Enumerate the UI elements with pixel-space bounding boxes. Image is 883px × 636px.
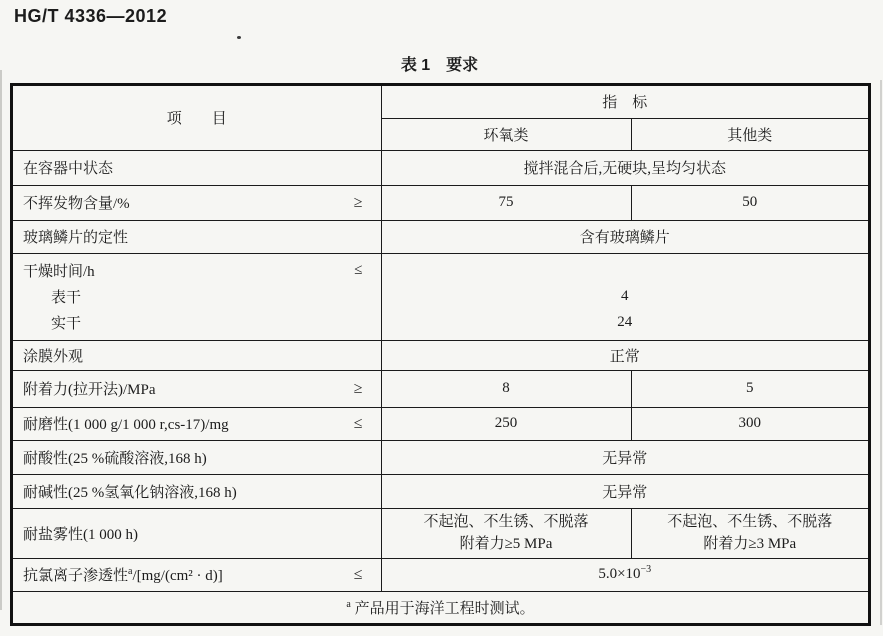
- label-cell: [12, 440, 381, 474]
- value-cell: 正常: [381, 340, 869, 370]
- value-cell: 搅拌混合后,无硬块,呈均匀状态: [381, 150, 869, 185]
- row-film-appearance: [12, 340, 869, 370]
- row-chloride-permeability: [12, 558, 869, 591]
- label-cell: [12, 407, 381, 440]
- row-label: 玻璃鳞片的定性: [23, 230, 129, 246]
- row-label: 抗氯离子渗透性$^a$/[mg/(cm² · d)]: [23, 566, 223, 584]
- label-cell: [12, 370, 381, 407]
- row-salt-spray: [12, 508, 869, 558]
- salt-spray-epoxy-line1: 不起泡、不生锈、不脱落: [423, 514, 589, 530]
- row-label: 附着力(拉开法)/MPa: [23, 382, 156, 398]
- requirements-table: [11, 84, 870, 625]
- salt-spray-epoxy-line2: 附着力≥5 MPa: [459, 536, 553, 552]
- row-label: 耐盐雾性(1 000 h): [23, 526, 138, 543]
- row-footnote: [12, 591, 869, 624]
- lte-symbol: ≤: [353, 565, 363, 583]
- row-label: 干燥时间/h: [23, 264, 95, 280]
- header-item-cell: 项 目: [12, 85, 381, 150]
- sub-item-value: 24: [617, 314, 633, 330]
- blank-line: [382, 258, 869, 284]
- lte-symbol: ≤: [353, 414, 363, 432]
- row-label: 在容器中状态: [23, 161, 114, 177]
- row-label: 涂膜外观: [23, 348, 84, 365]
- row-label: 耐碱性(25 %氢氧化钠溶液,168 h): [23, 484, 237, 501]
- footnote-marker: a: [128, 566, 133, 577]
- row-container-state: [12, 150, 869, 185]
- epoxy-value-cell: 8: [381, 370, 631, 407]
- table-title: 表 1 要求: [400, 57, 479, 74]
- epoxy-value-cell: 75: [381, 185, 631, 220]
- label-cell: [12, 253, 381, 340]
- footnote-cell: [12, 591, 869, 624]
- label-cell: [12, 220, 381, 253]
- other-value-cell: 5: [631, 370, 869, 407]
- header-other-cell: 其他类: [631, 118, 869, 150]
- sub-item-value: 4: [621, 288, 629, 304]
- header-row-1: [12, 85, 869, 118]
- lte-symbol: ≤: [354, 262, 363, 278]
- header-index-cell: 指 标: [381, 85, 869, 118]
- epoxy-value-cell: [381, 508, 631, 558]
- row-label: 耐酸性(25 %硫酸溶液,168 h): [23, 450, 207, 467]
- header-epoxy-cell: 环氧类: [381, 118, 631, 150]
- epoxy-value-cell: 250: [381, 407, 631, 440]
- other-value-cell: 50: [631, 185, 869, 220]
- sub-item-label: 实干: [51, 316, 82, 332]
- label-cell: [12, 185, 381, 220]
- row-dry-time: [12, 253, 869, 340]
- scan-edge-right: [880, 80, 882, 625]
- gte-symbol: ≥: [353, 193, 363, 211]
- salt-spray-other-line1: 不起泡、不生锈、不脱落: [667, 514, 833, 530]
- value-cell: 含有玻璃鳞片: [381, 220, 869, 253]
- value-cell: 无异常: [381, 440, 869, 474]
- sub-item-label: 表干: [51, 290, 82, 306]
- footnote-text: 产品用于海洋工程时测试。: [350, 600, 535, 617]
- salt-spray-other-line2: 附着力≥3 MPa: [703, 536, 797, 552]
- gte-symbol: ≥: [353, 379, 363, 397]
- row-acid-resistance: [12, 440, 869, 474]
- other-value-cell: 300: [631, 407, 869, 440]
- row-glass-flake: [12, 220, 869, 253]
- scan-speck: [237, 36, 241, 39]
- label-cell: [12, 474, 381, 508]
- chloride-value: $5.0\times 10^{-3}$: [598, 564, 652, 582]
- label-cell: [12, 508, 381, 558]
- value-cell: [381, 253, 869, 340]
- value-cell: [381, 558, 869, 591]
- doc-number: HG/T 4336—2012: [14, 6, 168, 26]
- other-value-cell: [631, 508, 869, 558]
- scan-edge-left: [0, 70, 2, 610]
- value-cell: 无异常: [381, 474, 869, 508]
- row-adhesion: [12, 370, 869, 407]
- label-cell: [12, 340, 381, 370]
- footnote-marker: a: [346, 598, 351, 610]
- row-label: 不挥发物含量/%: [23, 196, 130, 212]
- row-abrasion: [12, 407, 869, 440]
- row-label: 耐磨性(1 000 g/1 000 r,cs-17)/mg: [23, 417, 229, 433]
- label-cell: [12, 558, 381, 591]
- row-nonvolatile: [12, 185, 869, 220]
- row-alkali-resistance: [12, 474, 869, 508]
- label-cell: [12, 150, 381, 185]
